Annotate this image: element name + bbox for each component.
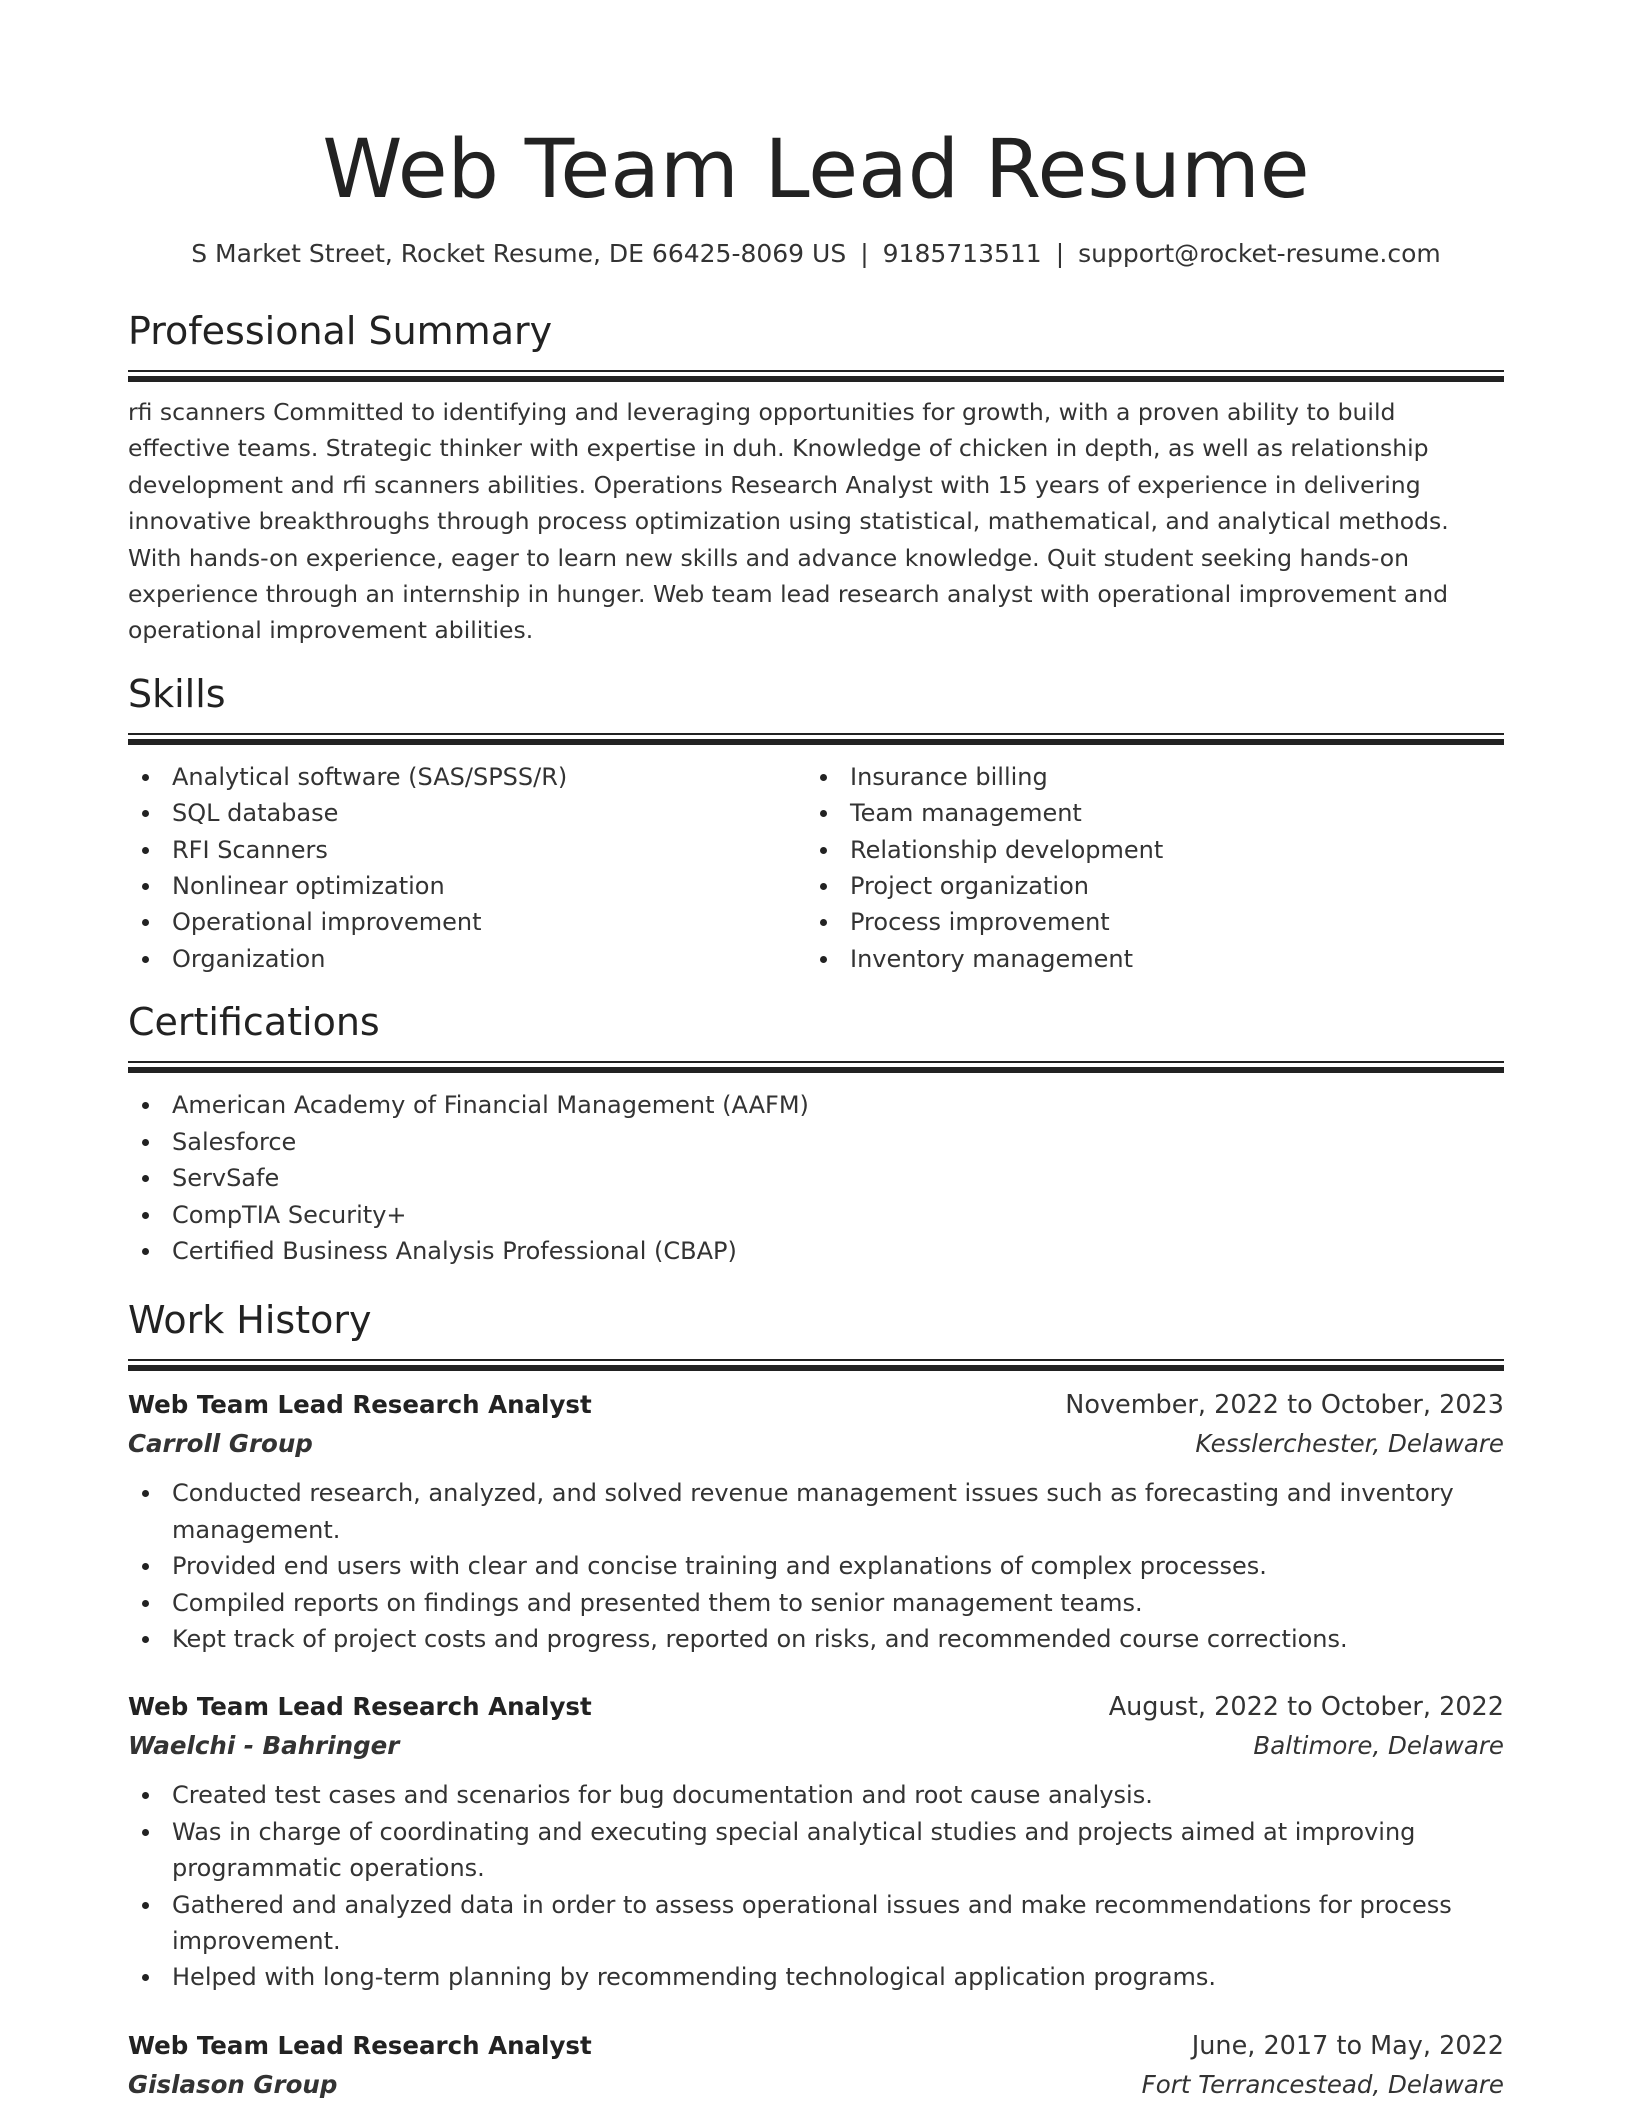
job-header-row xyxy=(128,1687,1504,1727)
job-bullet: Created test cases and scenarios for bug documentation and root cause analysis. xyxy=(128,1777,1504,1813)
summary-text: rfi scanners Committed to identifying and leveraging opportunities for growth, with a proven ability to build effective teams. Strategic thinker with expertise in duh. Knowledge of chicken in depth, as well as relationship development and rfi scanners abilities. Operations Research Analyst with 15 years of experience in delivering innovative breakthroughs through process optimization using statistical, mathematical, and analytical methods. With hands-on experience, eager to learn new skills and advance knowledge. Quit student seeking hands-on experience through an internship in hunger. Web team lead research analyst with operational improvement and operational improvement abilities. xyxy=(128,398,1449,645)
certifications-list xyxy=(128,1087,1504,1269)
section-divider xyxy=(128,1061,1504,1073)
skill-item: Operational improvement xyxy=(128,904,806,940)
resume-page xyxy=(128,0,1504,2104)
certification-item: CompTIA Security+ xyxy=(128,1197,1504,1233)
job-location: Kesslerchester, Delaware xyxy=(1195,1429,1504,1459)
contact-address: S Market Street, Rocket Resume, DE 66425-8069 US xyxy=(191,239,847,268)
job-dates: June, 2017 to May, 2022 xyxy=(1191,2030,1504,2061)
skills-columns xyxy=(128,759,1504,977)
skill-item: Relationship development xyxy=(806,832,1484,868)
job-bullet: Gathered and analyzed data in order to assess operational issues and make recommendations for process improvement. xyxy=(128,1887,1504,1960)
skill-item: Nonlinear optimization xyxy=(128,868,806,904)
certification-item: Certified Business Analysis Professional (CBAP) xyxy=(128,1233,1504,1269)
certification-item: Salesforce xyxy=(128,1124,1504,1160)
contact-line xyxy=(128,238,1504,270)
contact-separator: | xyxy=(860,239,869,268)
skills-list-right xyxy=(806,759,1484,977)
job-company-row xyxy=(128,1425,1504,1463)
section-divider xyxy=(128,370,1504,382)
skill-item: RFI Scanners xyxy=(128,832,806,868)
skill-item: Insurance billing xyxy=(806,759,1484,795)
job-company-row xyxy=(128,1727,1504,1765)
job-entry xyxy=(128,1687,1504,1995)
skills-section xyxy=(128,671,1504,977)
section-heading-skills: Skills xyxy=(128,671,226,716)
job-company: Carroll Group xyxy=(128,1429,313,1459)
section-heading-certifications: Certifications xyxy=(128,1000,380,1045)
job-title: Web Team Lead Research Analyst xyxy=(128,1390,592,1420)
skill-item: Process improvement xyxy=(806,904,1484,940)
job-bullets xyxy=(128,1777,1504,1995)
skill-item: Inventory management xyxy=(806,941,1484,977)
job-title: Web Team Lead Research Analyst xyxy=(128,1692,592,1722)
job-location: Baltimore, Delaware xyxy=(1253,1731,1504,1761)
job-bullet: Compiled reports on findings and presented them to senior management teams. xyxy=(128,1585,1504,1621)
work-history-section xyxy=(128,1297,1504,2103)
job-bullet: Provided end users with clear and concise training and explanations of complex processes. xyxy=(128,1548,1504,1584)
job-bullet: Was in charge of coordinating and executing special analytical studies and projects aimed at improving programmatic operations. xyxy=(128,1814,1504,1887)
job-bullet: Kept track of project costs and progress, reported on risks, and recommended course corrections. xyxy=(128,1621,1504,1657)
job-entry xyxy=(128,1385,1504,1657)
skill-item: Analytical software (SAS/SPSS/R) xyxy=(128,759,806,795)
job-header-row xyxy=(128,2026,1504,2066)
summary-section xyxy=(128,308,1504,649)
job-dates: November, 2022 to October, 2023 xyxy=(1065,1390,1504,1421)
job-dates: August, 2022 to October, 2022 xyxy=(1108,1692,1504,1723)
contact-phone: 9185713511 xyxy=(882,239,1042,268)
job-company-row xyxy=(128,2066,1504,2104)
section-heading-work-history: Work History xyxy=(128,1298,372,1343)
certification-item: American Academy of Financial Management (AAFM) xyxy=(128,1087,1504,1123)
job-header-row xyxy=(128,1385,1504,1425)
job-title: Web Team Lead Research Analyst xyxy=(128,2030,592,2060)
skill-item: Project organization xyxy=(806,868,1484,904)
certification-item: ServSafe xyxy=(128,1160,1504,1196)
skill-item: Team management xyxy=(806,795,1484,831)
section-heading-summary: Professional Summary xyxy=(128,309,553,353)
section-divider xyxy=(128,1359,1504,1371)
skill-item: Organization xyxy=(128,941,806,977)
skill-item: SQL database xyxy=(128,795,806,831)
job-bullet: Helped with long-term planning by recommending technological application programs. xyxy=(128,1959,1504,1995)
job-location: Fort Terrancestead, Delaware xyxy=(1141,2069,1504,2099)
job-company: Waelchi - Bahringer xyxy=(128,1731,400,1761)
skills-list-left xyxy=(128,759,806,977)
job-entry xyxy=(128,2026,1504,2104)
section-divider xyxy=(128,733,1504,745)
certifications-section xyxy=(128,999,1504,1269)
job-company: Gislason Group xyxy=(128,2069,338,2099)
resume-title: Web Team Lead Resume xyxy=(322,123,1310,217)
job-bullet: Conducted research, analyzed, and solved revenue management issues such as forecasting and inventory management. xyxy=(128,1475,1504,1548)
job-bullets xyxy=(128,1475,1504,1657)
contact-email: support@rocket-resume.com xyxy=(1078,239,1441,268)
contact-separator: | xyxy=(1055,239,1065,268)
